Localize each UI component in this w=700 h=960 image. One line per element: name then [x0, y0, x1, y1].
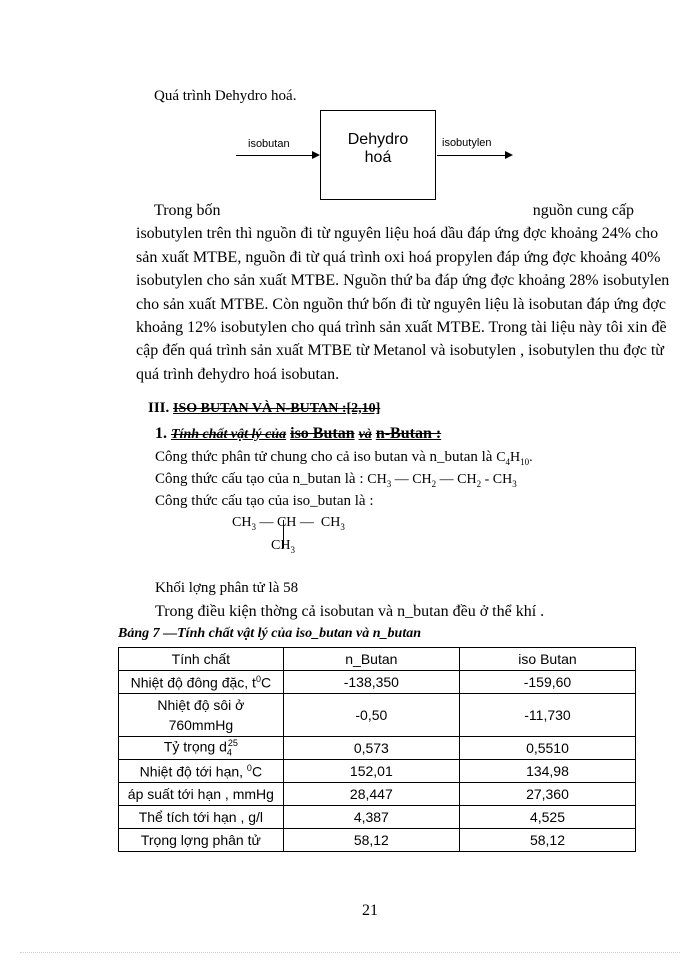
table-cell: 152,01: [283, 760, 459, 783]
iso-branch: $CH_3$: [271, 538, 295, 555]
table-cell: 134,98: [459, 760, 635, 783]
paragraph-line1-right: nguồn cung cấp: [532, 202, 634, 219]
table-cell-property: áp suất tới hạn , mmHg: [119, 783, 284, 806]
table-header-row: [119, 648, 636, 671]
table-row: [119, 760, 636, 783]
table-cell: 4,525: [459, 806, 635, 829]
table-cell: -159,60: [459, 671, 635, 694]
section-intro: Quá trình Dehydro hoá.: [154, 88, 297, 104]
table-row: [119, 737, 636, 760]
subsection1-title-part3: và: [358, 427, 372, 442]
table-cell-property: Thể tích tới hạn , g/l: [119, 806, 284, 829]
diagram-input-label: isobutan: [248, 138, 290, 150]
table-cell: -11,730: [459, 694, 635, 737]
general-formula: $C_4H_{10}$.: [496, 450, 533, 467]
paragraph-line: khoảng 12% isobutylen cho quá trình sản xuất MTBE. Trong tài liệu này tôi xin đề: [136, 318, 667, 336]
section3-number: III.: [148, 400, 170, 416]
input-arrow-icon: [312, 151, 320, 159]
table-header-cell: iso Butan: [459, 648, 635, 671]
main-paragraph: [136, 199, 670, 386]
page-bottom-rule: [20, 952, 680, 953]
table-cell: -138,350: [283, 671, 459, 694]
box-line2: hoá: [364, 149, 392, 166]
table-cell-property: Nhiệt độ tới hạn, $^0$C: [119, 760, 284, 783]
table-cell: 58,12: [283, 829, 459, 852]
general-formula-line: [155, 449, 533, 467]
subsection1-heading: [155, 425, 441, 443]
table-row: [119, 671, 636, 694]
table-header-cell: n_Butan: [283, 648, 459, 671]
table-row: [119, 806, 636, 829]
n-butan-structure: $CH_3$ — $CH_2$ — $CH_2 - CH_3$: [367, 472, 517, 489]
table-row: [119, 783, 636, 806]
general-formula-text: Công thức phân tử chung cho cả iso butan và n_butan là: [155, 449, 493, 465]
paragraph-line: isobutylen cho sản xuất MTBE. Nguồn thứ ba đáp ứng đợc khoảng 28% isobutylen: [136, 272, 670, 290]
table-cell: 28,447: [283, 783, 459, 806]
table-row: [119, 694, 636, 737]
paragraph-line: isobutylen trên thì nguồn đi từ nguyên liệu hoá dầu đáp ứng đợc khoảng 24% cho: [136, 225, 659, 243]
section3-title: ISO BUTAN VÀ N-BUTAN :[2,10]: [173, 401, 381, 416]
table-cell-property: Trọng lợng phân tử: [119, 829, 284, 852]
dehydro-box: [320, 110, 436, 200]
input-arrow-line: [236, 155, 312, 156]
table-cell: 4,387: [283, 806, 459, 829]
table-header-cell: Tính chất: [119, 648, 284, 671]
section3-heading: [148, 400, 380, 417]
table-cell: 0,573: [283, 737, 459, 760]
iso-main-chain: $CH_3$ — CH — $CH_3$: [232, 515, 345, 532]
subsection1-title-part2: iso Butan: [290, 425, 355, 442]
paragraph-line: quá trình đehydro hoá isobutan.: [136, 365, 340, 383]
subsection1-number: 1.: [155, 425, 167, 442]
subsection1-title-part1: Tính chất vật lý của: [171, 427, 287, 442]
table-cell: 0,5510: [459, 737, 635, 760]
molar-mass-text: Khối lợng phân tử là 58: [155, 580, 299, 596]
output-arrow-line: [437, 155, 505, 156]
subsection1-title-part4: n-Butan :: [375, 425, 442, 442]
table-cell-property: Nhiệt độ đông đặc, $t^0C$: [119, 671, 284, 694]
paragraph-line: cho sản xuất MTBE. Còn nguồn thứ bốn đi từ nguyên liệu là isobutan đáp ứng đợc: [136, 295, 666, 313]
iso-butan-formula-text: Công thức cấu tạo của iso_butan là :: [155, 493, 374, 509]
diagram-output-label: isobutylen: [442, 137, 492, 149]
table-cell: -0,50: [283, 694, 459, 737]
table-row: [119, 829, 636, 852]
table-cell: 27,360: [459, 783, 635, 806]
n-butan-formula-text: Công thức cấu tạo của n_butan là :: [155, 471, 364, 487]
paragraph-line1: [136, 199, 634, 222]
paragraph-line1-left: Trong bốn: [154, 202, 221, 219]
table-cell-property: Tỷ trọng $d_4^{25}$: [119, 737, 284, 760]
table-cell-property: Nhiệt độ sôi ở 760mmHg: [119, 694, 284, 737]
paragraph-line: sản xuất MTBE, nguồn đi từ quá trình oxi hoá propylen đáp ứng đợc khoảng 40%: [136, 248, 661, 266]
output-arrow-icon: [505, 151, 513, 159]
n-butan-formula-line: [155, 471, 517, 489]
gas-state-text: Trong điều kiện thờng cả isobutan và n_butan đều ở thể khí .: [155, 603, 545, 620]
properties-table: [118, 647, 636, 852]
table-cell: 58,12: [459, 829, 635, 852]
page-number: 21: [362, 902, 378, 919]
paragraph-line: cập đến quá trình sản xuất MTBE từ Metanol và isobutylen , isobutylen thu đợc từ: [136, 342, 664, 360]
table-caption: Bảng 7 —Tính chất vật lý của iso_butan và n_butan: [118, 626, 421, 641]
box-line1: Dehydro: [347, 131, 409, 148]
